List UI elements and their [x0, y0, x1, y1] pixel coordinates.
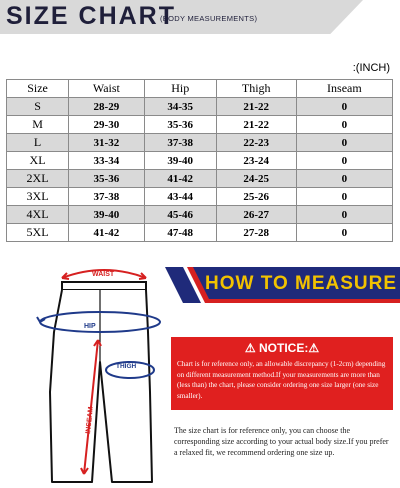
page-title: SIZE CHART — [6, 2, 176, 30]
size-table — [6, 79, 393, 242]
cell-inseam: 0 — [296, 206, 392, 224]
cell-waist: 29-30 — [69, 116, 145, 134]
cell-inseam: 0 — [296, 170, 392, 188]
cell-waist: 37-38 — [69, 188, 145, 206]
cell-size: 3XL — [7, 188, 69, 206]
thigh-label: THIGH — [116, 363, 137, 370]
cell-size: L — [7, 134, 69, 152]
col-header-inseam: Inseam — [296, 80, 392, 98]
cell-thigh: 21-22 — [216, 98, 296, 116]
cell-inseam: 0 — [296, 152, 392, 170]
cell-inseam: 0 — [296, 98, 392, 116]
table-row — [7, 170, 393, 188]
cell-waist: 39-40 — [69, 206, 145, 224]
cell-thigh: 23-24 — [216, 152, 296, 170]
cell-size: S — [7, 98, 69, 116]
cell-inseam: 0 — [296, 134, 392, 152]
col-header-thigh: Thigh — [216, 80, 296, 98]
notice-box — [171, 337, 393, 410]
cell-hip: 45-46 — [144, 206, 216, 224]
notice-body: Chart is for reference only, an allowable discrepancy (1-2cm) depending on different measurement method.If your measurements are more than (less than) the chart, please consider ordering one size larger (one size smaller). — [177, 360, 386, 400]
cell-size: 4XL — [7, 206, 69, 224]
cell-waist: 28-29 — [69, 98, 145, 116]
waist-label: WAIST — [92, 271, 115, 278]
cell-thigh: 21-22 — [216, 116, 296, 134]
cell-hip: 35-36 — [144, 116, 216, 134]
cell-waist: 31-32 — [69, 134, 145, 152]
col-header-waist: Waist — [69, 80, 145, 98]
unit-label: :(INCH) — [352, 62, 390, 74]
table-row — [7, 98, 393, 116]
cell-thigh: 26-27 — [216, 206, 296, 224]
table-row — [7, 224, 393, 242]
cell-thigh: 22-23 — [216, 134, 296, 152]
cell-hip: 43-44 — [144, 188, 216, 206]
cell-thigh: 27-28 — [216, 224, 296, 242]
cell-hip: 47-48 — [144, 224, 216, 242]
cell-inseam: 0 — [296, 224, 392, 242]
col-header-hip: Hip — [144, 80, 216, 98]
cell-thigh: 25-26 — [216, 188, 296, 206]
cell-hip: 37-38 — [144, 134, 216, 152]
cell-waist: 41-42 — [69, 224, 145, 242]
advice-text: The size chart is for reference only, you can choose the corresponding size according to your actual body size.If you prefer a relaxed fit, we recommend ordering one size up. — [174, 426, 389, 457]
table-row — [7, 116, 393, 134]
pants-diagram — [0, 262, 170, 488]
cell-inseam: 0 — [296, 188, 392, 206]
table-row — [7, 188, 393, 206]
notice-title: ⚠ NOTICE:⚠ — [244, 341, 320, 355]
how-to-measure-title: HOW TO MEASURE — [205, 273, 398, 294]
cell-size: XL — [7, 152, 69, 170]
table-row — [7, 206, 393, 224]
cell-inseam: 0 — [296, 116, 392, 134]
table-row — [7, 152, 393, 170]
page-subtitle: (BODY MEASUREMENTS) — [160, 14, 258, 23]
cell-size: M — [7, 116, 69, 134]
cell-thigh: 24-25 — [216, 170, 296, 188]
hip-label: HIP — [84, 323, 96, 330]
table-header-row — [7, 80, 393, 98]
table-row — [7, 134, 393, 152]
cell-waist: 33-34 — [69, 152, 145, 170]
inseam-label: INSEAM — [85, 406, 95, 435]
cell-size: 2XL — [7, 170, 69, 188]
cell-size: 5XL — [7, 224, 69, 242]
cell-waist: 35-36 — [69, 170, 145, 188]
waistband-shape — [62, 282, 146, 290]
cell-hip: 39-40 — [144, 152, 216, 170]
pants-outline — [50, 290, 152, 482]
col-header-size: Size — [7, 80, 69, 98]
cell-hip: 41-42 — [144, 170, 216, 188]
cell-hip: 34-35 — [144, 98, 216, 116]
